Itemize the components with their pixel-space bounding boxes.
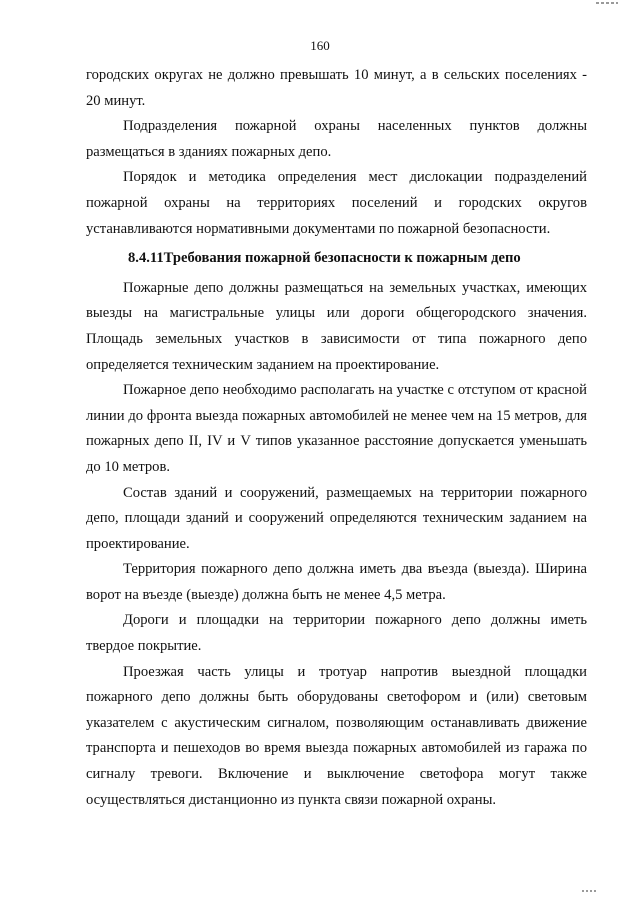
section-heading: 8.4.11Требования пожарной безопасности к пожарным депо xyxy=(128,250,521,267)
paragraph: Дороги и площадки на территории пожарного депо должны иметь твердое покрытие. xyxy=(86,612,587,655)
paragraph: Подразделения пожарной охраны населенных пунктов должны размещаться в зданиях пожарных депо. xyxy=(86,118,587,160)
paragraph-continuation: городских округах не должно превышать 10 минут, а в сельских поселениях - 20 минут. xyxy=(86,67,587,109)
document-body xyxy=(86,63,587,813)
paragraph: Состав зданий и сооружений, размещаемых на территории пожарного депо, площади зданий и сооружений определяются техническим заданием на проектирование. xyxy=(86,484,587,552)
paragraph: Порядок и методика определения мест дислокации подразделений пожарной охраны на территориях поселений и городских округов устанавливаются нормативными документами по пожарной безопасности. xyxy=(86,169,587,237)
paragraph: Территория пожарного депо должна иметь два въезда (выезда). Ширина ворот на въезде (выезде) должна быть не менее 4,5 метра. xyxy=(86,561,587,603)
scan-artifact-bottom xyxy=(582,890,598,892)
scan-artifact-top xyxy=(596,2,618,4)
paragraph: Пожарные депо должны размещаться на земельных участках, имеющих выезды на магистральные улицы или дороги общегородского значения. Площадь земельных участков в зависимости от типа пожарного депо определяется техническим заданием на проектирование. xyxy=(86,279,587,373)
paragraph: Проезжая часть улицы и тротуар напротив выездной площадки пожарного депо должны быть оборудованы светофором и (или) световым указателем с акустическим сигналом, позволяющим останавливать движение транспорта и пешеходов во время выезда пожарных автомобилей из гаража по сигналу тревоги. Включение и выключение светофора могут также осуществляться дистанционно из пункта связи пожарной охраны. xyxy=(86,663,587,808)
page-number: 160 xyxy=(310,38,330,53)
paragraph: Пожарное депо необходимо располагать на участке с отступом от красной линии до фронта выезда пожарных автомобилей не менее чем на 15 метров, для пожарных депо II, IV и V типов указанное расстояние допускается уменьшать до 10 метров. xyxy=(86,382,587,475)
